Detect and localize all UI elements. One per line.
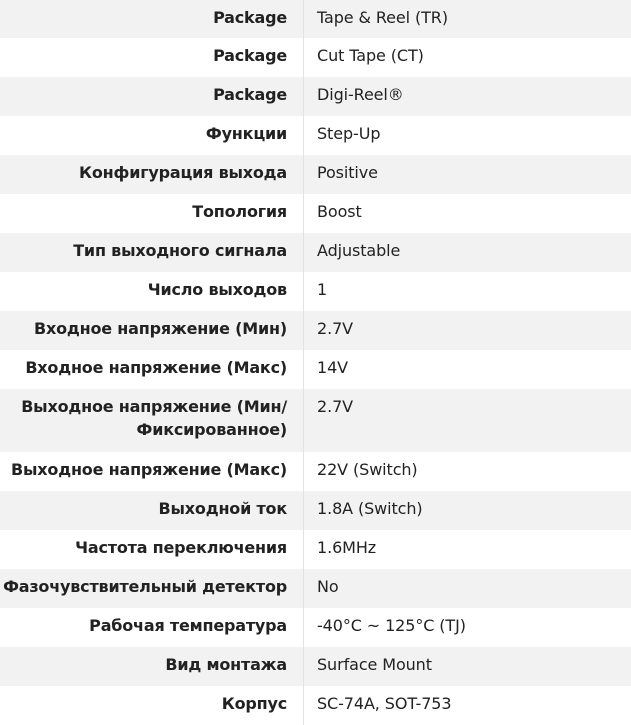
spec-value: 2.7V xyxy=(304,311,631,350)
spec-attribute: Package xyxy=(0,0,304,38)
spec-row xyxy=(0,350,631,389)
spec-row xyxy=(0,38,631,77)
spec-row xyxy=(0,491,631,530)
spec-attribute: Функции xyxy=(0,116,304,155)
spec-value: SC-74A, SOT-753 xyxy=(304,686,631,725)
spec-row xyxy=(0,686,631,725)
spec-row xyxy=(0,311,631,350)
spec-attribute: Тип выходного сигнала xyxy=(0,233,304,272)
spec-row xyxy=(0,194,631,233)
spec-attribute: Фазочувствительный детектор xyxy=(0,569,304,608)
spec-value: 2.7V xyxy=(304,389,631,452)
spec-value: Digi-Reel® xyxy=(304,77,631,116)
spec-value: No xyxy=(304,569,631,608)
spec-attribute: Входное напряжение (Макс) xyxy=(0,350,304,389)
spec-attribute: Корпус xyxy=(0,686,304,725)
spec-value: Positive xyxy=(304,155,631,194)
spec-row xyxy=(0,389,631,452)
spec-attribute: Выходной ток xyxy=(0,491,304,530)
spec-value: 22V (Switch) xyxy=(304,452,631,491)
spec-value: Step-Up xyxy=(304,116,631,155)
spec-attribute: Входное напряжение (Мин) xyxy=(0,311,304,350)
spec-value: Boost xyxy=(304,194,631,233)
spec-row xyxy=(0,155,631,194)
spec-row xyxy=(0,569,631,608)
spec-value: 1 xyxy=(304,272,631,311)
spec-row xyxy=(0,530,631,569)
spec-value: Adjustable xyxy=(304,233,631,272)
spec-attribute: Package xyxy=(0,38,304,77)
spec-row xyxy=(0,452,631,491)
spec-row xyxy=(0,233,631,272)
spec-attribute: Число выходов xyxy=(0,272,304,311)
spec-row xyxy=(0,116,631,155)
spec-attribute: Вид монтажа xyxy=(0,647,304,686)
spec-attribute: Частота переключения xyxy=(0,530,304,569)
spec-row xyxy=(0,77,631,116)
spec-value: 1.6MHz xyxy=(304,530,631,569)
spec-attribute: Топология xyxy=(0,194,304,233)
spec-value: -40°C ~ 125°C (TJ) xyxy=(304,608,631,647)
spec-row xyxy=(0,0,631,38)
spec-row xyxy=(0,647,631,686)
spec-value: 1.8A (Switch) xyxy=(304,491,631,530)
spec-row xyxy=(0,608,631,647)
spec-value: 14V xyxy=(304,350,631,389)
spec-attribute: Конфигурация выхода xyxy=(0,155,304,194)
spec-value: Tape & Reel (TR) xyxy=(304,0,631,38)
spec-attribute: Выходное напряжение (Макс) xyxy=(0,452,304,491)
spec-value: Surface Mount xyxy=(304,647,631,686)
spec-attribute: Package xyxy=(0,77,304,116)
spec-row xyxy=(0,272,631,311)
spec-attribute: Выходное напряжение (Мин/ Фиксированное) xyxy=(0,389,304,452)
spec-value: Cut Tape (CT) xyxy=(304,38,631,77)
spec-attribute: Рабочая температура xyxy=(0,608,304,647)
